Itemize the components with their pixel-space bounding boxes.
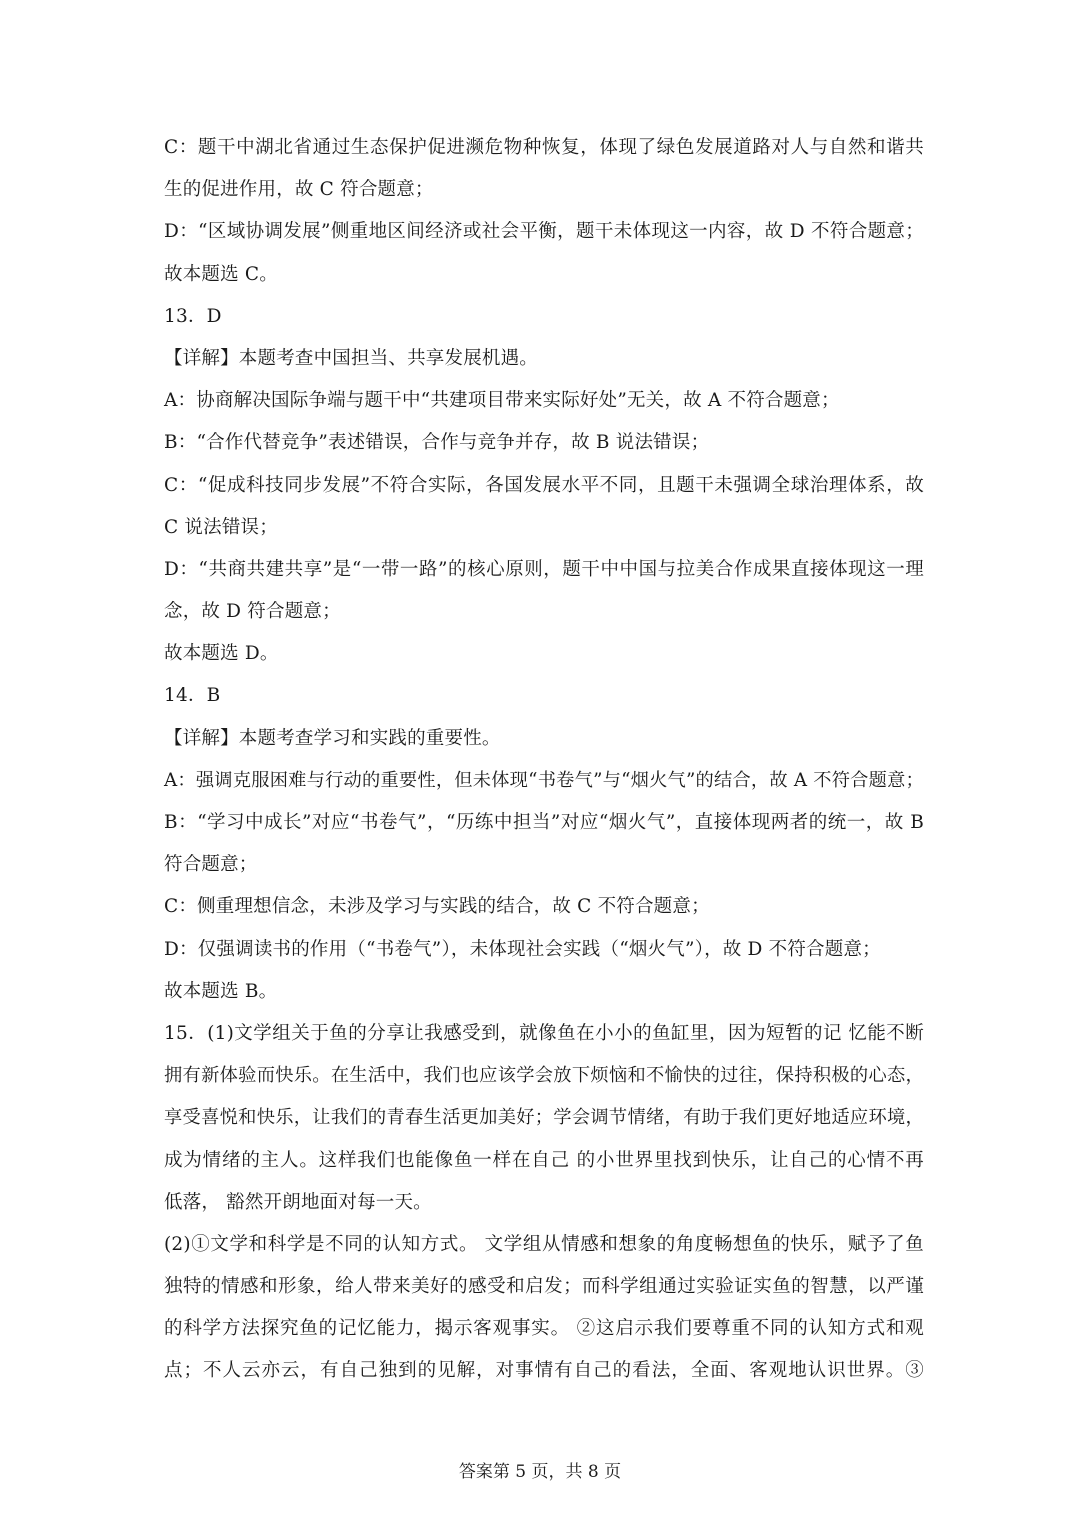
text-line: 独特的情感和形象，给人带来美好的感受和启发；而科学组通过实验证实鱼的智慧，以严谨	[164, 1276, 924, 1298]
text-line: B：“合作代替竞争”表述错误，合作与竞争并存，故 B 说法错误；	[164, 432, 710, 454]
text-line: (2)①文学和科学是不同的认知方式。 文学组从情感和想象的角度畅想鱼的快乐，赋予了鱼	[164, 1233, 924, 1255]
question-answer-13: 13．D	[164, 305, 222, 327]
text-line: 符合题意；	[164, 854, 258, 876]
text-line: D：仅强调读书的作用（“书卷气”），未体现社会实践（“烟火气”），故 D 不符合题意；	[164, 938, 881, 960]
text-line: 拥有新体验而快乐。在生活中，我们也应该学会放下烦恼和不愉快的过往，保持积极的心态，	[164, 1065, 924, 1087]
text-line: 故本题选 C。	[164, 263, 278, 285]
text-line: C：侧重理想信念，未涉及学习与实践的结合，故 C 不符合题意；	[164, 896, 710, 918]
question-answer-14: 14．B	[164, 685, 221, 707]
text-line: 故本题选 D。	[164, 643, 279, 665]
text-line: 点；不人云亦云，有自己独到的见解，对事情有自己的看法，全面、客观地认识世界。③	[164, 1360, 924, 1382]
text-line: A：协商解决国际争端与题干中“共建项目带来实际好处”无关，故 A 不符合题意；	[164, 390, 840, 412]
text-line: D：“区域协调发展”侧重地区间经济或社会平衡，题干未体现这一内容，故 D 不符合题意；	[164, 221, 924, 243]
text-line: C：题干中湖北省通过生态保护促进濒危物种恢复，体现了绿色发展道路对人与自然和谐共	[164, 137, 924, 158]
text-line: 【详解】本题考查中国担当、共享发展机遇。	[164, 347, 539, 369]
text-line: 念，故 D 符合题意；	[164, 601, 341, 623]
text-line: 的科学方法探究鱼的记忆能力，揭示客观事实。 ②这启示我们要尊重不同的认知方式和观	[164, 1318, 924, 1340]
text-line: C：“促成科技同步发展”不符合实际，各国发展水平不同，且题干未强调全球治理体系，故	[164, 474, 924, 496]
text-line: C 说法错误；	[164, 516, 278, 538]
question-answer-15: 15．(1)文学组关于鱼的分享让我感受到，就像鱼在小小的鱼缸里，因为短暂的记 忆能不断	[164, 1022, 924, 1044]
text-line: D：“共商共建共享”是“一带一路”的核心原则，题干中中国与拉美合作成果直接体现这一理	[164, 558, 924, 580]
text-line: A：强调克服困难与行动的重要性，但未体现“书卷气”与“烟火气”的结合，故 A 不符合题意；	[164, 769, 924, 791]
answer-text-body	[164, 136, 924, 1402]
text-line: B：“学习中成长”对应“书卷气”，“历练中担当”对应“烟火气”，直接体现两者的统一，故 B	[164, 812, 924, 833]
text-line: 【详解】本题考查学习和实践的重要性。	[164, 727, 501, 749]
text-line: 故本题选 B。	[164, 980, 278, 1002]
text-line: 享受喜悦和快乐，让我们的青春生活更加美好；学会调节情绪，有助于我们更好地适应环境，	[164, 1107, 924, 1129]
text-line: 低落， 豁然开朗地面对每一天。	[164, 1191, 432, 1213]
text-line: 生的促进作用，故 C 符合题意；	[164, 179, 434, 201]
page-footer: 答案第 5 页，共 8 页	[458, 1462, 622, 1482]
text-line: 成为情绪的主人。这样我们也能像鱼一样在自己 的小世界里找到快乐，让自己的心情不再	[164, 1149, 924, 1171]
